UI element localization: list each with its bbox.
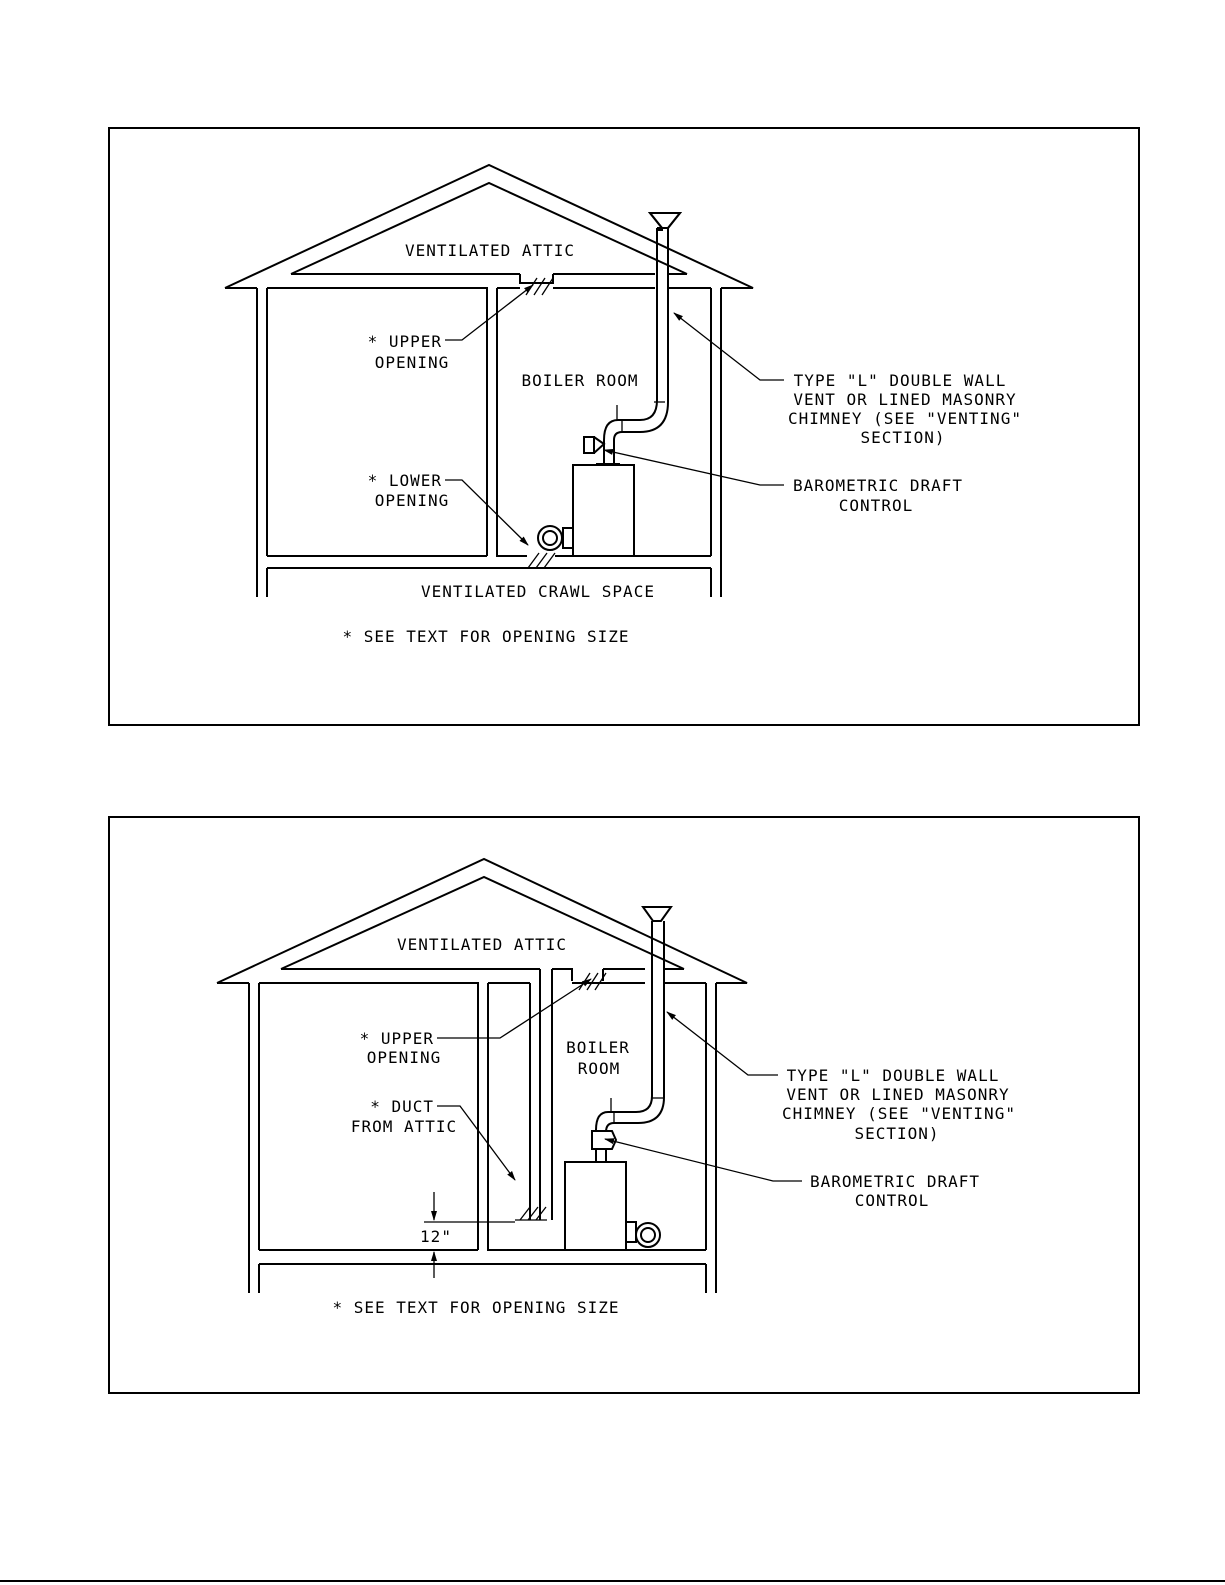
- interior-wall: [259, 983, 706, 1250]
- vent-callout-line-1: TYPE "L" DOUBLE WALL: [793, 371, 1007, 390]
- vent-callout-line-3: CHIMNEY (SEE "VENTING": [788, 409, 1022, 428]
- figure-2-panel: [108, 816, 1140, 1394]
- vent-pipe: [604, 213, 680, 448]
- crawl-space-label: VENTILATED CRAWL SPACE: [421, 582, 655, 601]
- vent-callout-line-4: SECTION): [860, 428, 946, 447]
- boiler: [538, 465, 634, 556]
- vent-callout-line-3: CHIMNEY (SEE "VENTING": [782, 1104, 1016, 1123]
- barometric-draft-control: [592, 1131, 616, 1162]
- vent-callout-line-4: SECTION): [854, 1124, 940, 1143]
- exterior-walls: [257, 288, 721, 597]
- figure-1-diagram: [110, 129, 1138, 724]
- draft-callout-line-1: BAROMETRIC DRAFT: [809, 1172, 981, 1191]
- attic-label: VENTILATED ATTIC: [404, 241, 576, 260]
- upper-opening-label-2: OPENING: [374, 353, 450, 372]
- upper-opening-label-1: * UPPER: [359, 1029, 434, 1048]
- upper-opening-hatch: [579, 973, 606, 990]
- dimension-label: 12": [420, 1227, 452, 1246]
- footnote: * SEE TEXT FOR OPENING SIZE: [342, 627, 630, 646]
- footnote: * SEE TEXT FOR OPENING SIZE: [332, 1298, 620, 1317]
- figure-2-diagram: [110, 818, 1138, 1392]
- lower-opening-label-1: * LOWER: [367, 471, 442, 490]
- draft-callout-line-2: CONTROL: [854, 1191, 930, 1210]
- attic-duct: [515, 969, 552, 1220]
- ceiling: [291, 274, 687, 283]
- leader-lines: [437, 979, 802, 1181]
- page-bottom-rule: [0, 1580, 1225, 1582]
- boiler: [565, 1162, 660, 1250]
- upper-opening-label-2: OPENING: [366, 1048, 442, 1067]
- attic-label: VENTILATED ATTIC: [396, 935, 568, 954]
- boiler-room-label-2: ROOM: [577, 1059, 621, 1078]
- vent-callout-line-1: TYPE "L" DOUBLE WALL: [786, 1066, 1000, 1085]
- vent-callout-line-2: VENT OR LINED MASONRY: [793, 390, 1017, 409]
- roof: [217, 859, 747, 983]
- duct-label-1: * DUCT: [370, 1097, 434, 1116]
- boiler-room-label-1: BOILER: [566, 1038, 630, 1057]
- duct-label-2: FROM ATTIC: [350, 1117, 458, 1136]
- roof: [225, 165, 753, 288]
- vent-callout-line-2: VENT OR LINED MASONRY: [786, 1085, 1010, 1104]
- lower-opening-hatch: [528, 553, 555, 568]
- lower-opening-label-2: OPENING: [374, 491, 450, 510]
- ceiling: [281, 969, 684, 981]
- vent-pipe: [596, 907, 671, 1150]
- figure-1-panel: [108, 127, 1140, 726]
- draft-callout-line-1: BAROMETRIC DRAFT: [792, 476, 964, 495]
- interior-wall: [267, 288, 711, 556]
- boiler-room-label: BOILER ROOM: [521, 371, 639, 390]
- upper-opening-label-1: * UPPER: [367, 332, 442, 351]
- draft-callout-line-2: CONTROL: [838, 496, 914, 515]
